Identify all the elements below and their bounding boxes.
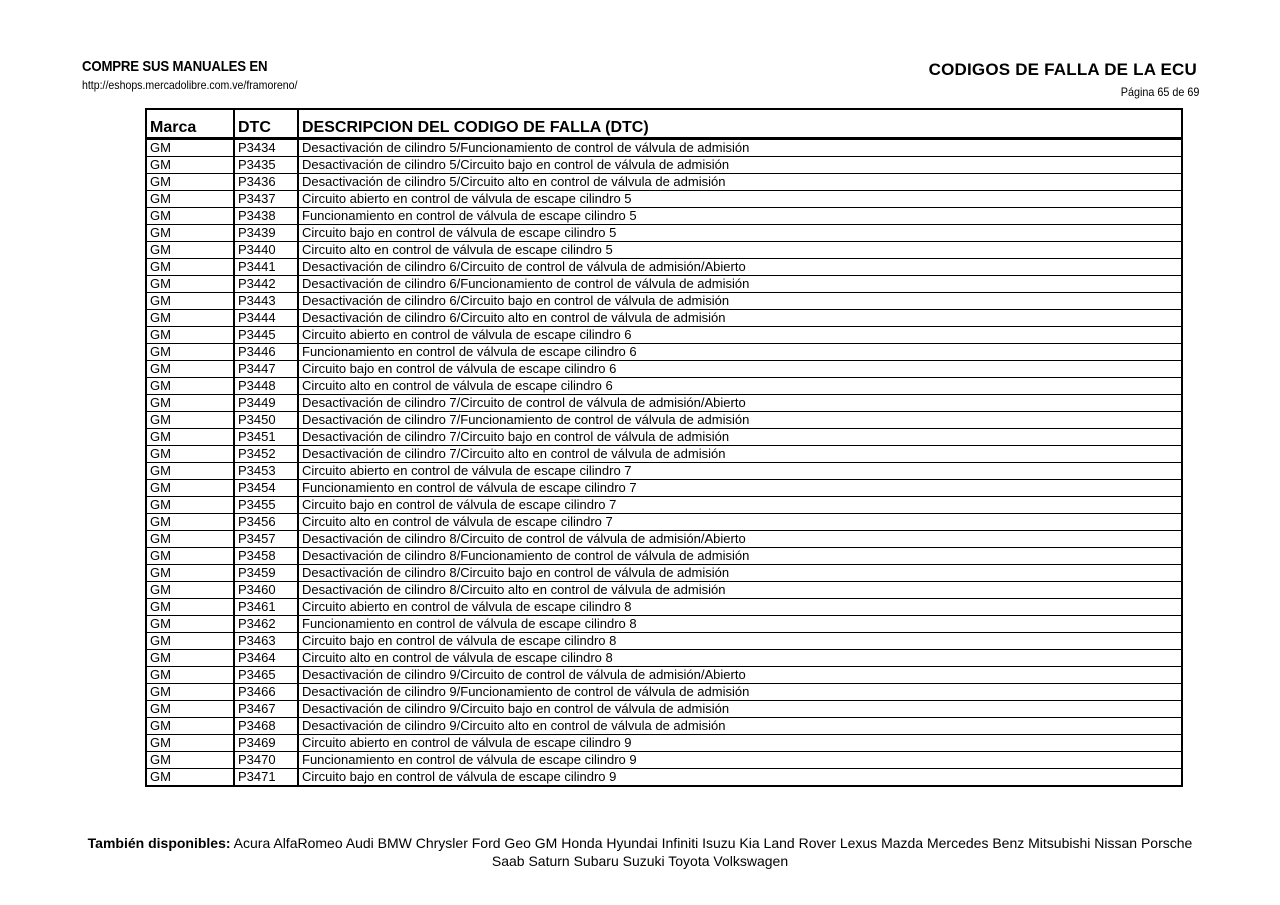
cell-description: Circuito abierto en control de válvula de escape cilindro 5 — [298, 191, 1182, 208]
cell-dtc: P3470 — [234, 752, 298, 769]
footer-brands: Acura AlfaRomeo Audi BMW Chrysler Ford Geo GM Honda Hyundai Infiniti Isuzu Kia Land Rover Lexus Mazda Mercedes Benz Mitsubishi Nissan Porsche Saab Saturn Subaru Suzuki Toyota Volkswagen — [233, 835, 1193, 869]
table-row — [146, 327, 1182, 344]
cell-marca: GM — [146, 378, 234, 395]
cell-description: Circuito alto en control de válvula de escape cilindro 5 — [298, 242, 1182, 259]
cell-dtc: P3461 — [234, 599, 298, 616]
cell-dtc: P3469 — [234, 735, 298, 752]
cell-marca: GM — [146, 735, 234, 752]
cell-marca: GM — [146, 463, 234, 480]
cell-dtc: P3442 — [234, 276, 298, 293]
table-row — [146, 208, 1182, 225]
header-right-title: CODIGOS DE FALLA DE LA ECU — [928, 60, 1197, 79]
table-header-row — [146, 109, 1182, 139]
cell-dtc: P3449 — [234, 395, 298, 412]
cell-description: Desactivación de cilindro 5/Circuito bajo en control de válvula de admisión — [298, 157, 1182, 174]
cell-dtc: P3463 — [234, 633, 298, 650]
cell-description: Circuito abierto en control de válvula de escape cilindro 9 — [298, 735, 1182, 752]
cell-description: Desactivación de cilindro 6/Circuito de control de válvula de admisión/Abierto — [298, 259, 1182, 276]
cell-description: Circuito abierto en control de válvula de escape cilindro 7 — [298, 463, 1182, 480]
cell-description: Desactivación de cilindro 5/Funcionamiento de control de válvula de admisión — [298, 139, 1182, 157]
cell-marca: GM — [146, 701, 234, 718]
cell-description: Desactivación de cilindro 5/Circuito alto en control de válvula de admisión — [298, 174, 1182, 191]
cell-dtc: P3436 — [234, 174, 298, 191]
cell-description: Funcionamiento en control de válvula de escape cilindro 8 — [298, 616, 1182, 633]
table-row — [146, 463, 1182, 480]
cell-description: Desactivación de cilindro 6/Circuito bajo en control de válvula de admisión — [298, 293, 1182, 310]
cell-marca: GM — [146, 514, 234, 531]
cell-marca: GM — [146, 480, 234, 497]
table-row — [146, 514, 1182, 531]
table-row — [146, 667, 1182, 684]
cell-marca: GM — [146, 174, 234, 191]
cell-description: Desactivación de cilindro 8/Circuito de control de válvula de admisión/Abierto — [298, 531, 1182, 548]
table-row — [146, 548, 1182, 565]
cell-dtc: P3467 — [234, 701, 298, 718]
cell-marca: GM — [146, 599, 234, 616]
cell-description: Desactivación de cilindro 9/Circuito bajo en control de válvula de admisión — [298, 701, 1182, 718]
table-row — [146, 735, 1182, 752]
column-header-marca: Marca — [146, 109, 234, 139]
table-row — [146, 310, 1182, 327]
cell-dtc: P3437 — [234, 191, 298, 208]
cell-marca: GM — [146, 191, 234, 208]
table-row — [146, 395, 1182, 412]
table-row — [146, 497, 1182, 514]
cell-marca: GM — [146, 259, 234, 276]
cell-marca: GM — [146, 225, 234, 242]
cell-dtc: P3460 — [234, 582, 298, 599]
cell-dtc: P3465 — [234, 667, 298, 684]
cell-dtc: P3438 — [234, 208, 298, 225]
cell-description: Circuito abierto en control de válvula de escape cilindro 6 — [298, 327, 1182, 344]
cell-marca: GM — [146, 650, 234, 667]
table-row — [146, 174, 1182, 191]
cell-marca: GM — [146, 157, 234, 174]
cell-dtc: P3447 — [234, 361, 298, 378]
table-row — [146, 361, 1182, 378]
column-header-dtc: DTC — [234, 109, 298, 139]
cell-dtc: P3452 — [234, 446, 298, 463]
cell-marca: GM — [146, 548, 234, 565]
cell-marca: GM — [146, 276, 234, 293]
table-row — [146, 650, 1182, 667]
cell-marca: GM — [146, 667, 234, 684]
cell-marca: GM — [146, 582, 234, 599]
cell-description: Desactivación de cilindro 7/Circuito de control de válvula de admisión/Abierto — [298, 395, 1182, 412]
cell-marca: GM — [146, 208, 234, 225]
footer — [80, 834, 1200, 870]
dtc-table — [145, 108, 1183, 787]
table-row — [146, 565, 1182, 582]
cell-description: Circuito alto en control de válvula de escape cilindro 7 — [298, 514, 1182, 531]
cell-marca: GM — [146, 633, 234, 650]
cell-dtc: P3451 — [234, 429, 298, 446]
cell-marca: GM — [146, 327, 234, 344]
cell-marca: GM — [146, 684, 234, 701]
table-row — [146, 701, 1182, 718]
cell-description: Desactivación de cilindro 6/Circuito alto en control de válvula de admisión — [298, 310, 1182, 327]
table-row — [146, 225, 1182, 242]
cell-dtc: P3466 — [234, 684, 298, 701]
cell-description: Circuito bajo en control de válvula de escape cilindro 9 — [298, 769, 1182, 787]
cell-marca: GM — [146, 344, 234, 361]
cell-marca: GM — [146, 412, 234, 429]
cell-dtc: P3454 — [234, 480, 298, 497]
cell-dtc: P3435 — [234, 157, 298, 174]
cell-description: Circuito abierto en control de válvula de escape cilindro 8 — [298, 599, 1182, 616]
table-row — [146, 344, 1182, 361]
table-row — [146, 446, 1182, 463]
cell-marca: GM — [146, 718, 234, 735]
table-row — [146, 531, 1182, 548]
cell-marca: GM — [146, 310, 234, 327]
table-row — [146, 718, 1182, 735]
cell-marca: GM — [146, 139, 234, 157]
column-header-description: DESCRIPCION DEL CODIGO DE FALLA (DTC) — [298, 109, 1182, 139]
cell-description: Circuito bajo en control de válvula de escape cilindro 8 — [298, 633, 1182, 650]
table-body — [146, 139, 1182, 787]
cell-description: Circuito bajo en control de válvula de escape cilindro 7 — [298, 497, 1182, 514]
cell-description: Desactivación de cilindro 6/Funcionamiento de control de válvula de admisión — [298, 276, 1182, 293]
cell-description: Desactivación de cilindro 7/Circuito alto en control de válvula de admisión — [298, 446, 1182, 463]
cell-dtc: P3462 — [234, 616, 298, 633]
cell-dtc: P3443 — [234, 293, 298, 310]
cell-description: Desactivación de cilindro 9/Circuito alto en control de válvula de admisión — [298, 718, 1182, 735]
cell-marca: GM — [146, 531, 234, 548]
header-left-title: COMPRE SUS MANUALES EN — [82, 58, 268, 75]
footer-label: También disponibles: — [87, 835, 231, 851]
cell-marca: GM — [146, 446, 234, 463]
table-row — [146, 293, 1182, 310]
cell-description: Circuito bajo en control de válvula de escape cilindro 6 — [298, 361, 1182, 378]
cell-dtc: P3434 — [234, 139, 298, 157]
cell-dtc: P3444 — [234, 310, 298, 327]
table-row — [146, 429, 1182, 446]
cell-description: Funcionamiento en control de válvula de escape cilindro 7 — [298, 480, 1182, 497]
cell-marca: GM — [146, 429, 234, 446]
cell-description: Circuito bajo en control de válvula de escape cilindro 5 — [298, 225, 1182, 242]
page-number: Página 65 de 69 — [1120, 85, 1199, 99]
table-row — [146, 259, 1182, 276]
cell-marca: GM — [146, 565, 234, 582]
cell-dtc: P3439 — [234, 225, 298, 242]
cell-description: Desactivación de cilindro 8/Funcionamiento de control de válvula de admisión — [298, 548, 1182, 565]
cell-marca: GM — [146, 361, 234, 378]
table-row — [146, 276, 1182, 293]
cell-dtc: P3457 — [234, 531, 298, 548]
cell-dtc: P3441 — [234, 259, 298, 276]
table-row — [146, 480, 1182, 497]
cell-description: Circuito alto en control de válvula de escape cilindro 6 — [298, 378, 1182, 395]
table-row — [146, 242, 1182, 259]
table-row — [146, 191, 1182, 208]
cell-description: Desactivación de cilindro 7/Circuito bajo en control de válvula de admisión — [298, 429, 1182, 446]
table-row — [146, 582, 1182, 599]
header-left-url: http://eshops.mercadolibre.com.ve/framoreno/ — [82, 78, 298, 92]
cell-dtc: P3440 — [234, 242, 298, 259]
cell-dtc: P3468 — [234, 718, 298, 735]
cell-description: Desactivación de cilindro 8/Circuito bajo en control de válvula de admisión — [298, 565, 1182, 582]
cell-dtc: P3458 — [234, 548, 298, 565]
cell-description: Desactivación de cilindro 7/Funcionamiento de control de válvula de admisión — [298, 412, 1182, 429]
cell-dtc: P3446 — [234, 344, 298, 361]
cell-marca: GM — [146, 769, 234, 787]
cell-dtc: P3450 — [234, 412, 298, 429]
cell-dtc: P3471 — [234, 769, 298, 787]
cell-dtc: P3455 — [234, 497, 298, 514]
cell-dtc: P3453 — [234, 463, 298, 480]
cell-description: Desactivación de cilindro 9/Circuito de control de válvula de admisión/Abierto — [298, 667, 1182, 684]
table-row — [146, 378, 1182, 395]
cell-description: Circuito alto en control de válvula de escape cilindro 8 — [298, 650, 1182, 667]
table-row — [146, 752, 1182, 769]
cell-dtc: P3459 — [234, 565, 298, 582]
cell-description: Desactivación de cilindro 8/Circuito alto en control de válvula de admisión — [298, 582, 1182, 599]
cell-marca: GM — [146, 395, 234, 412]
table-row — [146, 616, 1182, 633]
cell-marca: GM — [146, 293, 234, 310]
table-row — [146, 769, 1182, 787]
cell-marca: GM — [146, 242, 234, 259]
table-row — [146, 599, 1182, 616]
table-row — [146, 139, 1182, 157]
cell-description: Desactivación de cilindro 9/Funcionamiento de control de válvula de admisión — [298, 684, 1182, 701]
cell-dtc: P3456 — [234, 514, 298, 531]
cell-marca: GM — [146, 497, 234, 514]
cell-description: Funcionamiento en control de válvula de escape cilindro 9 — [298, 752, 1182, 769]
table-row — [146, 684, 1182, 701]
table-row — [146, 412, 1182, 429]
cell-dtc: P3445 — [234, 327, 298, 344]
table-row — [146, 633, 1182, 650]
cell-dtc: P3448 — [234, 378, 298, 395]
cell-dtc: P3464 — [234, 650, 298, 667]
cell-description: Funcionamiento en control de válvula de escape cilindro 5 — [298, 208, 1182, 225]
cell-marca: GM — [146, 752, 234, 769]
cell-marca: GM — [146, 616, 234, 633]
table-row — [146, 157, 1182, 174]
cell-description: Funcionamiento en control de válvula de escape cilindro 6 — [298, 344, 1182, 361]
